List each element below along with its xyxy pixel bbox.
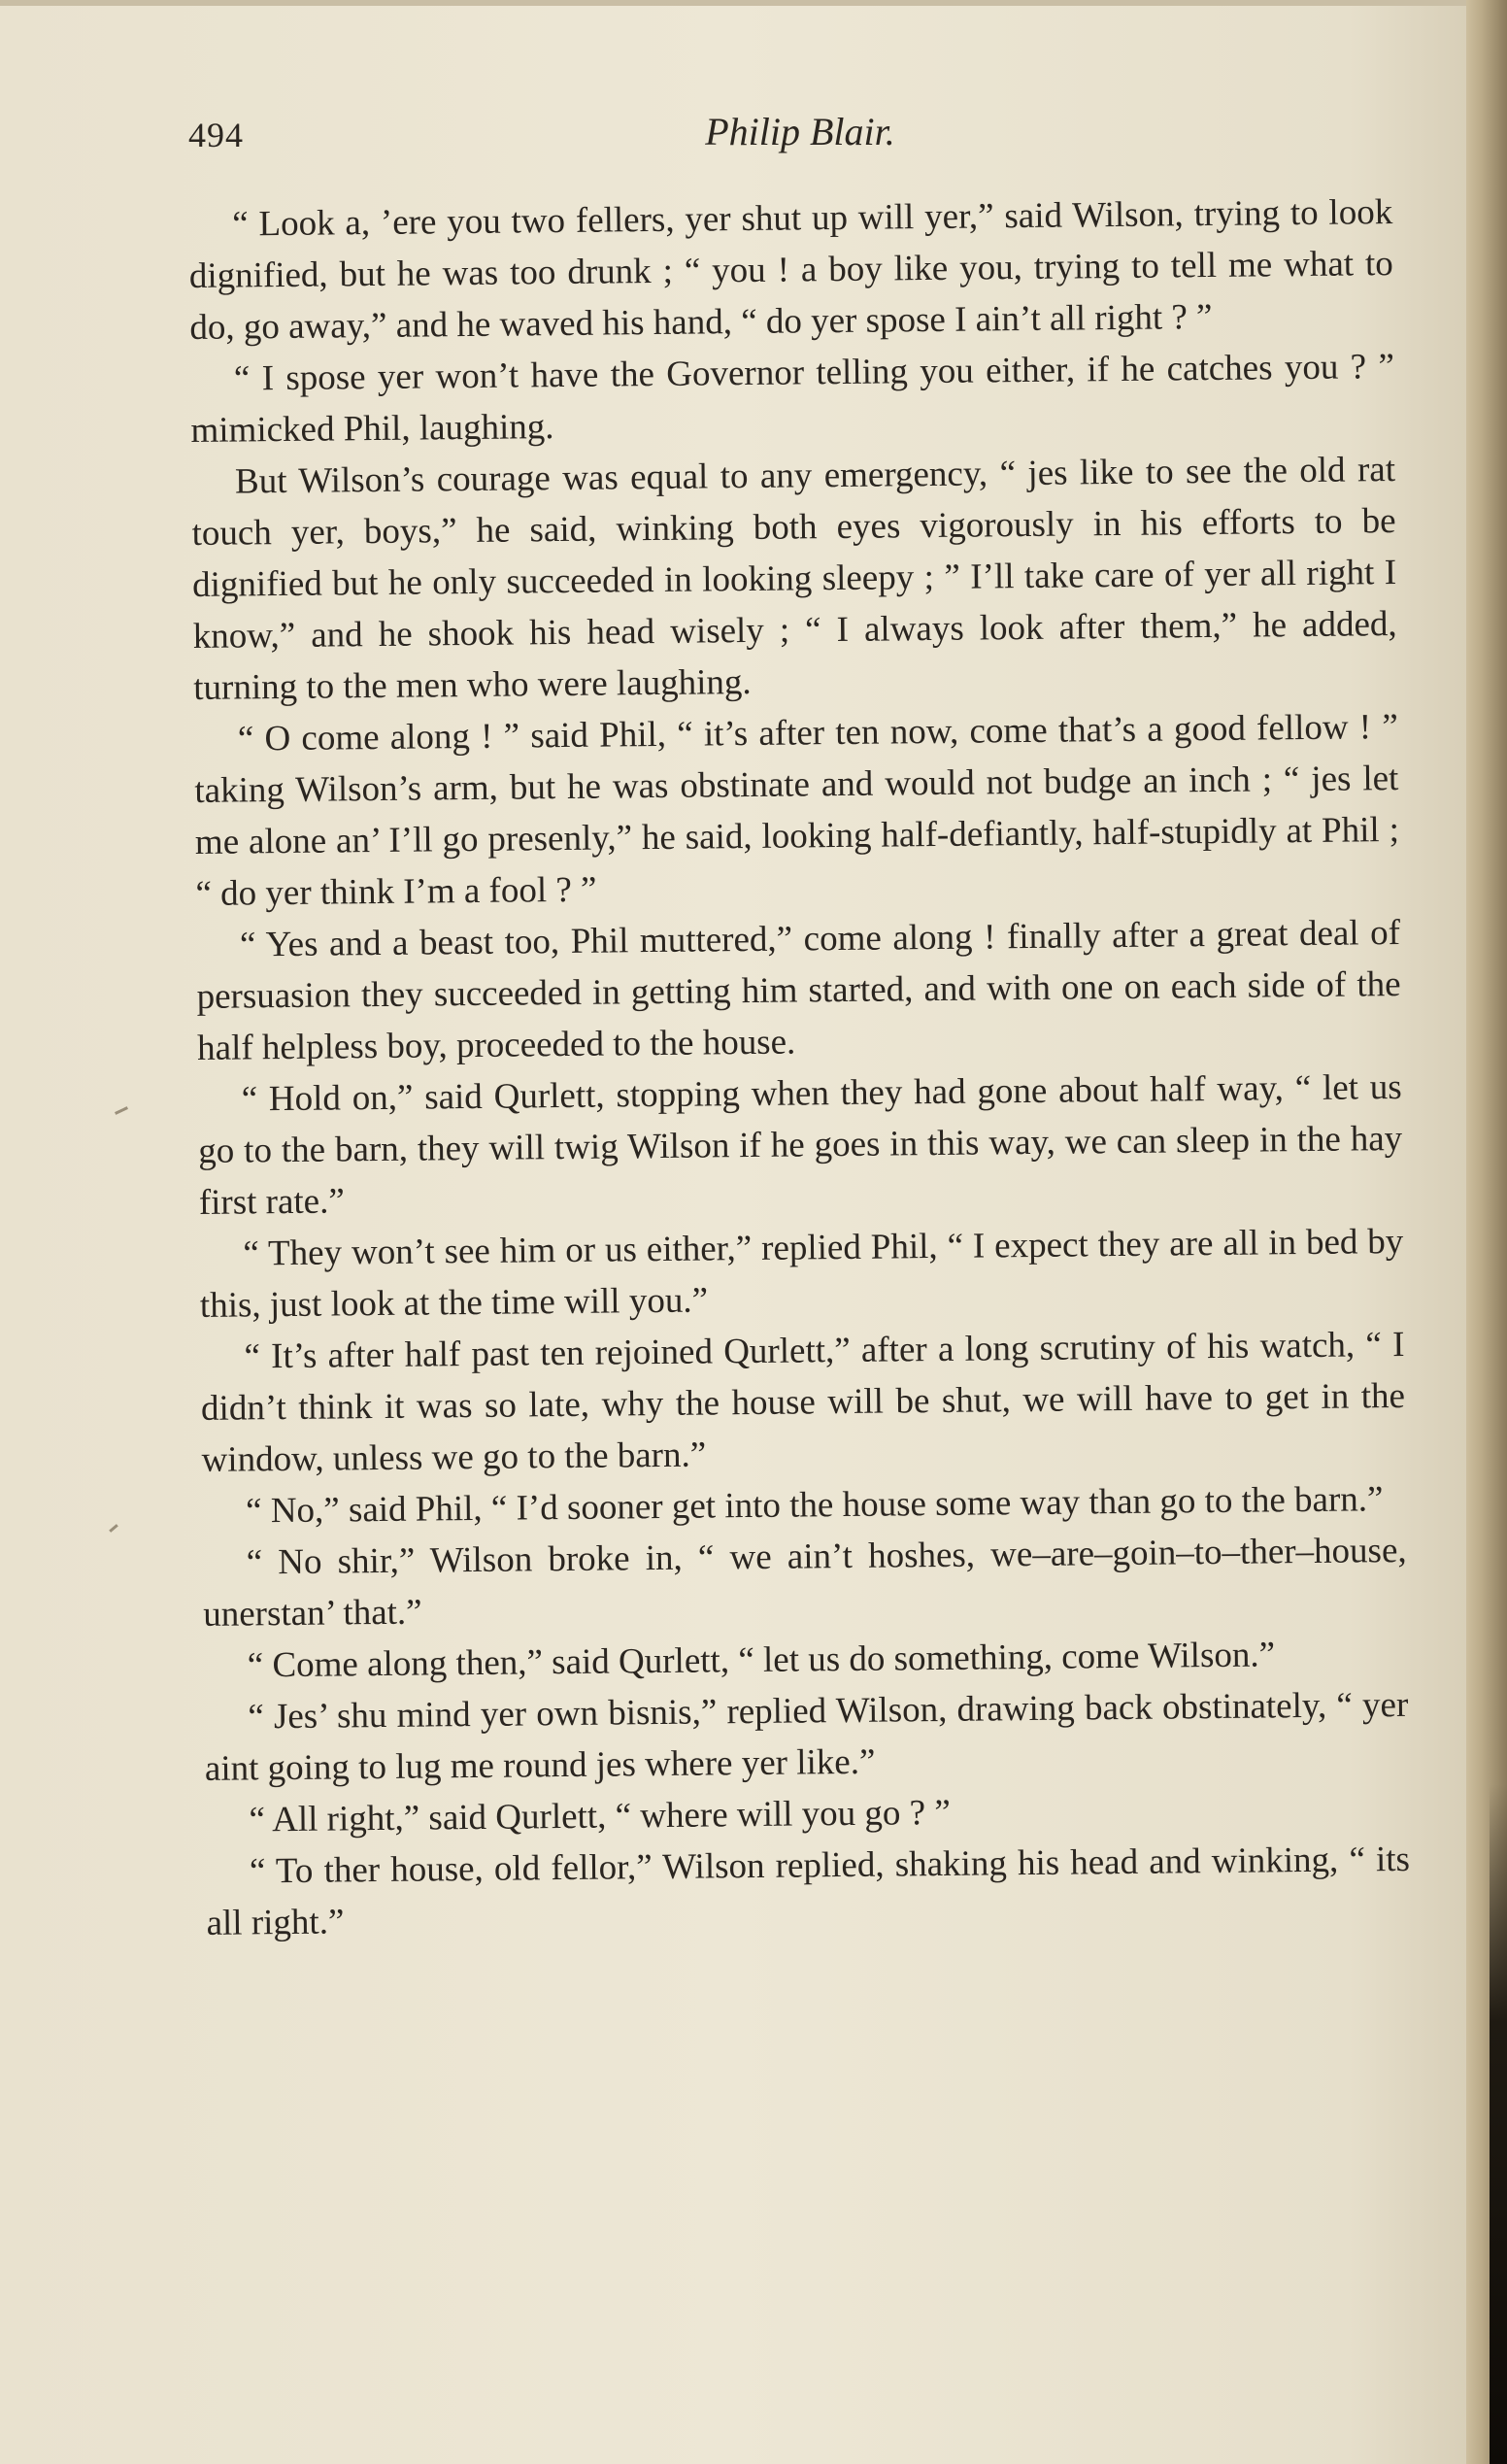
running-title: Philip Blair. [705, 110, 895, 153]
margin-mark [115, 1106, 128, 1115]
page-number: 494 [188, 116, 244, 154]
paragraph: “ Jes’ shu mind yer own bisnis,” replied Wilson, drawing back obstinately, “ yer aint going to lug me round jes where yer like.” [204, 1684, 1409, 1789]
paragraph: But Wilson’s courage was equal to any emergency, “ jes like to see the old rat touch yer, boys,” he said, winking both eyes vigorously in his efforts to be dignified but he only succeeded in looking sleepy ; ” I’ll take care of yer all right I know,” and he shook his head wisely ; “ I always look after them,” he added, turning to the men who were laughing. [191, 450, 1397, 708]
body-text [188, 186, 1411, 1949]
paragraph: “ I spose yer won’t have the Governor telling you either, if he catches you ? ” mimicked Phil, laughing. [190, 347, 1395, 451]
paragraph: “ To ther house, old fellor,” Wilson replied, shaking his head and winking, “ its all right.” [206, 1839, 1411, 1943]
paragraph: “ Look a, ’ere you two fellers, yer shut up will yer,” said Wilson, trying to look dignified, but he was too drunk ; “ you ! a boy like you, trying to tell me what to do, go away,” and he waved his hand, “ do yer spose I ain’t all right ? ” [188, 192, 1393, 348]
paragraph: “ Yes and a beast too, Phil muttered,” come along ! finally after a great deal of persuasion they succeeded in getting him started, and with one on each side of the half helpless boy, proceeded to the house. [196, 912, 1401, 1068]
paragraph: “ It’s after half past ten rejoined Qurlett,” after a long scrutiny of his watch, “ I didn’t think it was so late, why the house will be shut, we will have to get in the window, unless we go to the barn.” [200, 1324, 1406, 1480]
paragraph: “ No,” said Phil, “ I’d sooner get into the house some way than go to the barn.” [245, 1479, 1384, 1532]
paragraph: “ No shir,” Wilson broke in, “ we ain’t hoshes, we–are–goin–to–ther–house, unerstan’ that.” [203, 1530, 1407, 1635]
paragraph: “ Hold on,” said Qurlett, stopping when they had gone about half way, “ let us go to the barn, they will twig Wilson if he goes in this way, we can sleep in the hay first rate.” [198, 1066, 1403, 1223]
page-edge [1466, 0, 1507, 2464]
paragraph: “ Come along then,” said Qurlett, “ let us do something, come Wilson.” [247, 1635, 1276, 1686]
paragraph: “ O come along ! ” said Phil, “ it’s after ten now, come that’s a good fellow ! ” taking Wilson’s arm, but he was obstinate and would not budge an inch ; “ jes let me alone an’ I’ll go presenly,” he said, looking half-defiantly, half-stupidly at Phil ; “ do yer think I’m a fool ? ” [194, 706, 1400, 914]
page-top-edge [0, 0, 1466, 6]
page-header [188, 109, 1412, 167]
paragraph: “ They won’t see him or us either,” replied Phil, “ I expect they are all in bed by this, just look at the time will you.” [199, 1221, 1404, 1326]
book-binding [1490, 1784, 1507, 2464]
margin-mark [109, 1524, 118, 1533]
paragraph: “ All right,” said Qurlett, “ where will you go ? ” [249, 1792, 951, 1840]
